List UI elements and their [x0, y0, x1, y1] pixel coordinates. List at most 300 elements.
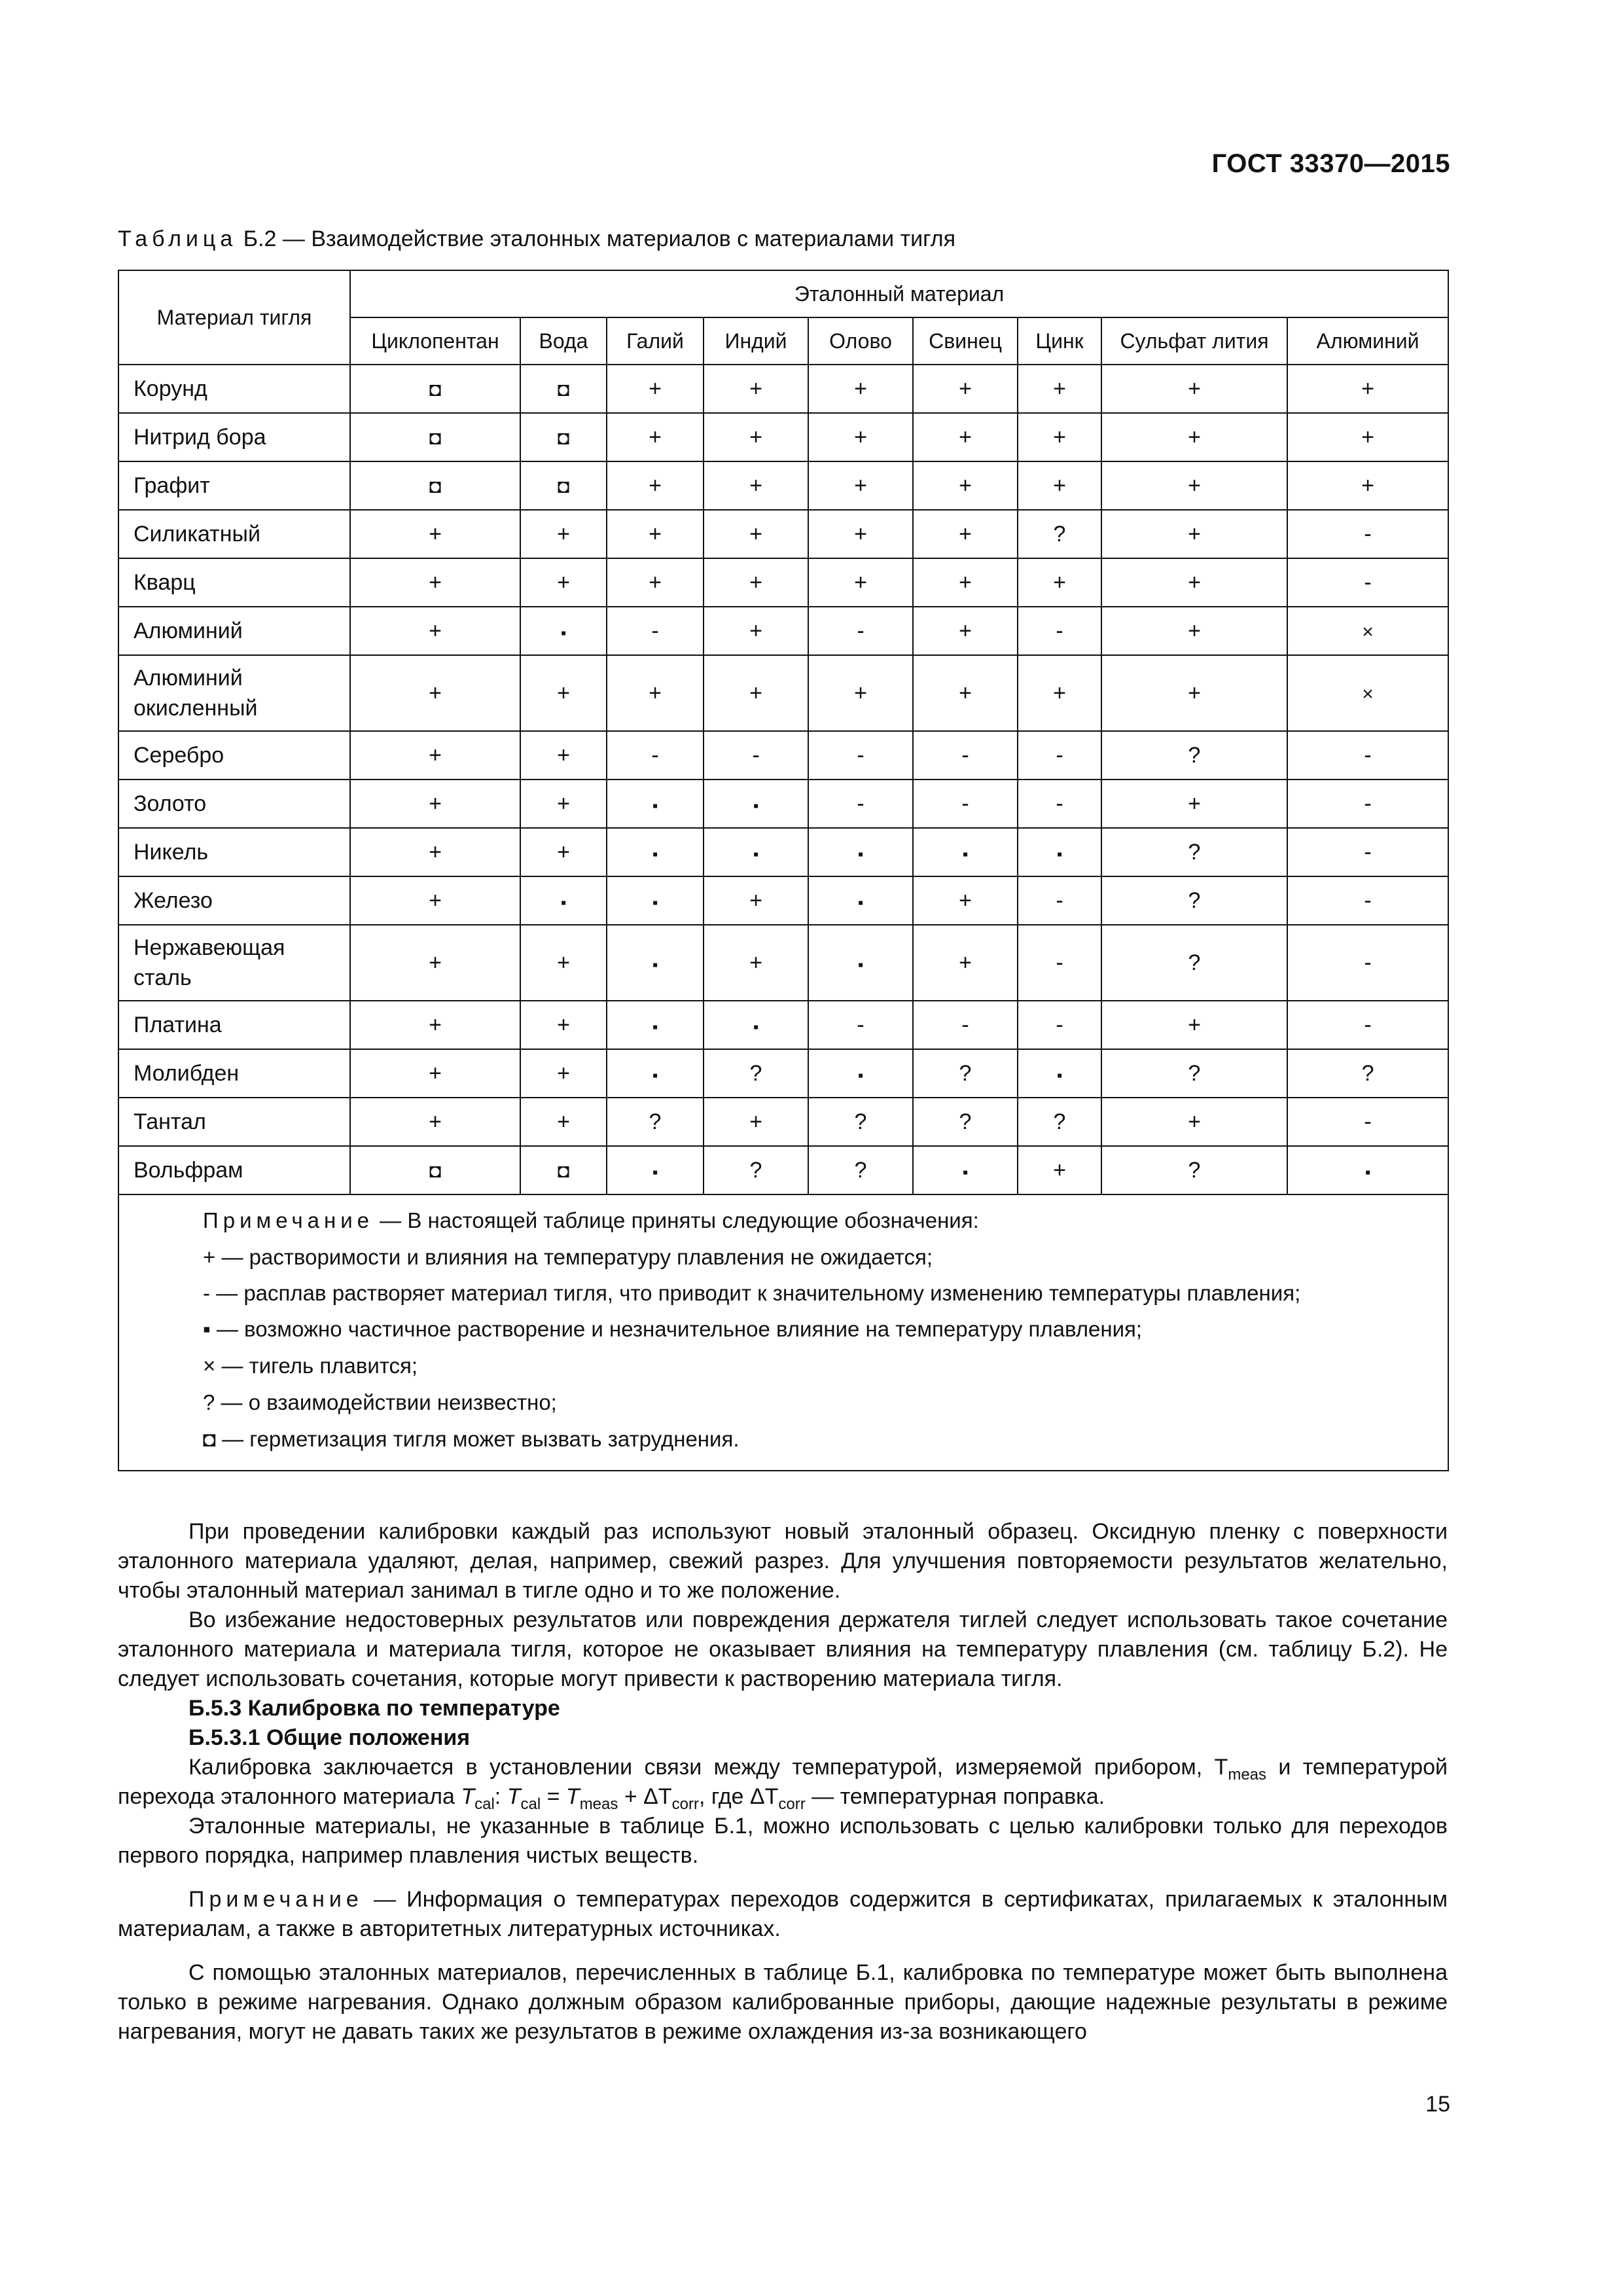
interaction-cell [1101, 413, 1287, 461]
interaction-symbol: ? [959, 1109, 972, 1134]
note-word: Примечание [203, 1208, 374, 1232]
interaction-cell [1101, 558, 1287, 607]
table-caption-text: Б.2 — Взаимодействие эталонных материалов с материалами тигля [243, 226, 956, 251]
paragraph-combination: Во избежание недостоверных результатов или повреждения держателя тиглей следует использовать такое сочетание эталонного материала и материала тигля, которое не оказывает влияния на температуру плавления (см. таблицу Б.2). Не следует использовать сочетания, которые могут привести к растворению материала тигля. [118, 1607, 1448, 1691]
interaction-symbol: + [557, 521, 570, 547]
table-row [118, 558, 1448, 607]
interaction-symbol: + [959, 888, 972, 913]
interaction-cell [808, 655, 913, 731]
crucible-material-cell: Серебро [118, 731, 350, 780]
interaction-cell [913, 655, 1018, 731]
interaction-cell [607, 1001, 704, 1049]
table-row [118, 828, 1448, 876]
interaction-cell [1018, 1001, 1101, 1049]
legend-plus: + — растворимости и влияния на температуру плавления не ожидается; [203, 1245, 933, 1269]
interaction-symbol: ▪ [962, 1163, 969, 1181]
interaction-cell [704, 1146, 808, 1194]
interaction-cell [1018, 655, 1101, 731]
interaction-cell [704, 731, 808, 780]
interaction-cell [350, 461, 520, 510]
interaction-cell [913, 828, 1018, 876]
interaction-cell [1101, 1098, 1287, 1146]
interaction-cell [350, 876, 520, 925]
interaction-cell [1018, 1146, 1101, 1194]
interaction-symbol: + [429, 1109, 442, 1134]
interaction-symbol: - [1364, 521, 1372, 547]
interaction-table [118, 270, 1449, 1471]
interaction-symbol: + [749, 888, 762, 913]
interaction-symbol: - [1056, 742, 1063, 768]
interaction-cell [1018, 558, 1101, 607]
interaction-symbol: ▪ [753, 797, 759, 815]
interaction-symbol: + [1053, 424, 1066, 450]
interaction-cell [1287, 925, 1448, 1001]
interaction-symbol: ▪ [560, 893, 567, 912]
interaction-cell [913, 1049, 1018, 1098]
interaction-cell [1287, 1049, 1448, 1098]
interaction-cell [1101, 607, 1287, 655]
interaction-symbol: + [429, 569, 442, 595]
interaction-symbol: ▪ [652, 1018, 658, 1036]
interaction-symbol: + [749, 569, 762, 595]
interaction-cell [607, 876, 704, 925]
table-row [118, 780, 1448, 828]
interaction-symbol: - [1056, 950, 1063, 975]
interaction-cell [704, 876, 808, 925]
interaction-symbol: ? [1188, 839, 1201, 865]
interaction-symbol: + [429, 839, 442, 865]
interaction-symbol: ◘ [557, 475, 570, 497]
interaction-symbol: + [557, 1060, 570, 1086]
interaction-cell [1018, 925, 1101, 1001]
crucible-material-cell: Алюминий окисленный [118, 655, 350, 731]
interaction-cell [913, 607, 1018, 655]
interaction-symbol: ▪ [962, 845, 969, 863]
paragraph-heating-mode: С помощью эталонных материалов, перечисленных в таблице Б.1, калибровка по температуре может быть выполнена только в режиме нагревания. Однако должным образом калиброванные приборы, дающие надежные результаты в режиме нагревания, могут не давать таких же результатов в режиме охлаждения из-за возникающего [118, 1960, 1448, 2044]
interaction-cell [913, 413, 1018, 461]
interaction-cell [350, 558, 520, 607]
interaction-symbol: ◘ [429, 475, 442, 497]
interaction-cell [808, 607, 913, 655]
interaction-symbol: + [429, 521, 442, 547]
interaction-cell [1287, 876, 1448, 925]
interaction-cell [520, 731, 607, 780]
interaction-symbol: - [857, 791, 865, 816]
interaction-cell [808, 1146, 913, 1194]
interaction-cell [607, 731, 704, 780]
interaction-symbol: + [557, 1109, 570, 1134]
interaction-symbol: - [857, 1012, 865, 1037]
interaction-symbol: + [959, 473, 972, 498]
legend-minus: - — расплав растворяет материал тигля, что приводит к значительному изменению температуры плавления; [203, 1281, 1301, 1305]
interaction-cell [704, 461, 808, 510]
interaction-symbol: - [752, 742, 760, 768]
interaction-cell [607, 413, 704, 461]
interaction-cell [913, 365, 1018, 413]
interaction-cell [1018, 365, 1101, 413]
interaction-symbol: ◘ [557, 378, 570, 401]
interaction-cell [913, 510, 1018, 558]
interaction-cell [607, 510, 704, 558]
interaction-cell [350, 1001, 520, 1049]
interaction-cell [1287, 510, 1448, 558]
interaction-cell [1101, 510, 1287, 558]
table-caption-word: Таблица [118, 226, 238, 251]
interaction-cell [913, 1098, 1018, 1146]
table-row [118, 365, 1448, 413]
interaction-symbol: + [1188, 680, 1201, 706]
interaction-symbol: ▪ [753, 845, 759, 863]
interaction-cell [350, 607, 520, 655]
legend-seal: ◘ — герметизация тигля может вызвать затруднения. [203, 1427, 740, 1451]
interaction-symbol: ▪ [753, 1018, 759, 1036]
column-header: Сульфат лития [1101, 317, 1287, 365]
interaction-cell [520, 558, 607, 607]
interaction-symbol: - [1364, 569, 1372, 595]
interaction-symbol: + [429, 950, 442, 975]
interaction-cell [1287, 828, 1448, 876]
interaction-cell [607, 461, 704, 510]
interaction-cell [1101, 828, 1287, 876]
interaction-symbol: ◘ [429, 1160, 442, 1182]
page-number: 15 [1425, 2092, 1450, 2117]
interaction-symbol: + [749, 424, 762, 450]
interaction-symbol: + [749, 376, 762, 401]
interaction-symbol: ◘ [429, 427, 442, 449]
interaction-symbol: + [1188, 618, 1201, 643]
interaction-cell [1101, 876, 1287, 925]
interaction-symbol: + [429, 888, 442, 913]
interaction-symbol: + [749, 950, 762, 975]
crucible-material-cell: Золото [118, 780, 350, 828]
interaction-cell [1101, 1146, 1287, 1194]
column-header: Алюминий [1287, 317, 1448, 365]
interaction-cell [913, 461, 1018, 510]
interaction-cell [520, 1049, 607, 1098]
interaction-symbol: ▪ [560, 624, 567, 642]
interaction-symbol: - [1056, 618, 1063, 643]
interaction-symbol: + [557, 569, 570, 595]
interaction-symbol: + [749, 1109, 762, 1134]
interaction-symbol: + [854, 521, 867, 547]
interaction-symbol: + [557, 791, 570, 816]
interaction-symbol: + [749, 618, 762, 643]
interaction-symbol: + [959, 680, 972, 706]
interaction-cell [520, 510, 607, 558]
interaction-symbol: + [1053, 569, 1066, 595]
interaction-cell [704, 607, 808, 655]
interaction-symbol: ? [854, 1109, 867, 1134]
interaction-symbol: + [854, 424, 867, 450]
interaction-symbol: ? [749, 1157, 762, 1183]
interaction-symbol: + [429, 742, 442, 768]
table-row [118, 876, 1448, 925]
interaction-symbol: + [1361, 473, 1374, 498]
interaction-symbol: - [857, 742, 865, 768]
interaction-symbol: ? [1053, 1109, 1066, 1134]
interaction-cell [1018, 461, 1101, 510]
interaction-symbol: + [649, 680, 662, 706]
column-header: Свинец [913, 317, 1018, 365]
interaction-symbol: + [429, 791, 442, 816]
interaction-symbol: + [749, 521, 762, 547]
interaction-cell [1287, 1146, 1448, 1194]
interaction-cell [520, 1146, 607, 1194]
interaction-cell [704, 925, 808, 1001]
interaction-cell [1018, 780, 1101, 828]
interaction-cell [913, 731, 1018, 780]
interaction-cell [1101, 461, 1287, 510]
crucible-material-cell: Тантал [118, 1098, 350, 1146]
interaction-symbol: + [1053, 376, 1066, 401]
interaction-symbol: + [749, 473, 762, 498]
interaction-cell [1018, 731, 1101, 780]
interaction-symbol: × [1362, 683, 1374, 705]
interaction-cell [1018, 607, 1101, 655]
table-row [118, 1001, 1448, 1049]
interaction-cell [704, 655, 808, 731]
crucible-material-cell: Вольфрам [118, 1146, 350, 1194]
interaction-cell [704, 780, 808, 828]
interaction-cell [520, 876, 607, 925]
legend-cross: × — тигель плавится; [203, 1354, 418, 1378]
interaction-cell [1101, 655, 1287, 731]
interaction-cell [607, 1146, 704, 1194]
table-caption [118, 226, 955, 252]
interaction-symbol: ? [749, 1060, 762, 1086]
interaction-symbol: + [1053, 680, 1066, 706]
interaction-symbol: + [749, 680, 762, 706]
interaction-symbol: + [557, 1012, 570, 1037]
interaction-cell [607, 607, 704, 655]
interaction-cell [1018, 1049, 1101, 1098]
interaction-symbol: ? [959, 1060, 972, 1086]
interaction-symbol: ◘ [557, 1160, 570, 1182]
interaction-cell [350, 731, 520, 780]
interaction-symbol: - [857, 618, 865, 643]
header-reference-material: Эталонный материал [350, 270, 1448, 317]
interaction-symbol: + [1053, 1157, 1066, 1183]
interaction-symbol: + [557, 680, 570, 706]
interaction-cell [520, 828, 607, 876]
interaction-cell [808, 780, 913, 828]
column-header: Циклопентан [350, 317, 520, 365]
column-header: Олово [808, 317, 913, 365]
interaction-symbol: + [854, 569, 867, 595]
interaction-symbol: + [1361, 424, 1374, 450]
interaction-symbol: + [959, 521, 972, 547]
interaction-cell [808, 1049, 913, 1098]
interaction-symbol: - [1364, 1012, 1372, 1037]
interaction-symbol: + [1188, 569, 1201, 595]
legend-question: ? — о взаимодействии неизвестно; [203, 1390, 557, 1414]
interaction-cell [704, 365, 808, 413]
table-row [118, 655, 1448, 731]
interaction-symbol: - [961, 742, 969, 768]
interaction-cell [1018, 413, 1101, 461]
crucible-material-cell: Кварц [118, 558, 350, 607]
legend-square: ▪ — возможно частичное растворение и незначительное влияние на температуру плавления; [203, 1317, 1143, 1341]
interaction-symbol: - [1056, 1012, 1063, 1037]
interaction-cell [1287, 1098, 1448, 1146]
interaction-symbol: ? [649, 1109, 662, 1134]
interaction-symbol: + [557, 839, 570, 865]
column-header: Индий [704, 317, 808, 365]
interaction-cell [913, 1001, 1018, 1049]
interaction-symbol: ▪ [1056, 845, 1063, 863]
interaction-cell [1287, 365, 1448, 413]
interaction-symbol: ▪ [857, 893, 864, 912]
interaction-symbol: - [1364, 950, 1372, 975]
interaction-cell [913, 558, 1018, 607]
interaction-cell [607, 780, 704, 828]
interaction-cell [607, 1098, 704, 1146]
interaction-cell [808, 828, 913, 876]
section-heading-b531: Б.5.3.1 Общие положения [188, 1725, 471, 1750]
interaction-cell [808, 558, 913, 607]
interaction-symbol: ▪ [652, 1163, 658, 1181]
interaction-symbol: + [557, 950, 570, 975]
crucible-material-cell: Силикатный [118, 510, 350, 558]
interaction-cell [1101, 780, 1287, 828]
interaction-cell [607, 1049, 704, 1098]
interaction-symbol: + [1053, 473, 1066, 498]
table-note [118, 1194, 1448, 1471]
header-crucible-material: Материал тигля [118, 270, 350, 365]
interaction-cell [808, 1001, 913, 1049]
interaction-symbol: + [854, 680, 867, 706]
body-text [118, 1517, 1448, 2047]
interaction-cell [808, 876, 913, 925]
interaction-cell [520, 413, 607, 461]
interaction-cell [520, 925, 607, 1001]
interaction-symbol: - [961, 791, 969, 816]
interaction-cell [808, 365, 913, 413]
interaction-symbol: - [1364, 888, 1372, 913]
interaction-cell [1101, 1049, 1287, 1098]
interaction-cell [350, 655, 520, 731]
table-row [118, 510, 1448, 558]
interaction-cell [1287, 655, 1448, 731]
interaction-symbol: - [1364, 791, 1372, 816]
column-header: Галий [607, 317, 704, 365]
interaction-symbol: + [959, 424, 972, 450]
interaction-symbol: ▪ [652, 956, 658, 974]
interaction-symbol: + [959, 618, 972, 643]
interaction-symbol: ▪ [857, 845, 864, 863]
interaction-cell [808, 1098, 913, 1146]
interaction-symbol: - [1364, 742, 1372, 768]
interaction-cell [607, 655, 704, 731]
interaction-cell [350, 413, 520, 461]
interaction-cell [1101, 1001, 1287, 1049]
interaction-symbol: + [649, 424, 662, 450]
crucible-material-cell: Нержавеющая сталь [118, 925, 350, 1001]
interaction-cell [1018, 876, 1101, 925]
crucible-material-cell: Железо [118, 876, 350, 925]
interaction-symbol: ▪ [1056, 1066, 1063, 1085]
interaction-symbol: ? [854, 1157, 867, 1183]
interaction-symbol: ▪ [652, 1066, 658, 1085]
interaction-symbol: ? [1361, 1060, 1374, 1086]
interaction-symbol: + [1188, 376, 1201, 401]
interaction-cell [350, 510, 520, 558]
interaction-symbol: + [429, 618, 442, 643]
interaction-cell [1287, 607, 1448, 655]
section-heading-b53: Б.5.3 Калибровка по температуре [188, 1696, 560, 1721]
interaction-cell [913, 1146, 1018, 1194]
paragraph-other-materials: Эталонные материалы, не указанные в таблице Б.1, можно использовать с целью калибровки только для переходов первого порядка, например плавления чистых веществ. [118, 1814, 1448, 1868]
interaction-symbol: + [1188, 1109, 1201, 1134]
document-code: ГОСТ 33370—2015 [1211, 149, 1450, 178]
table-row [118, 607, 1448, 655]
interaction-symbol: - [651, 742, 659, 768]
interaction-cell [350, 925, 520, 1001]
column-header: Цинк [1018, 317, 1101, 365]
interaction-symbol: × [1362, 620, 1374, 643]
interaction-symbol: + [649, 521, 662, 547]
table-row [118, 1146, 1448, 1194]
interaction-symbol: ? [1188, 1157, 1201, 1183]
interaction-cell [1287, 413, 1448, 461]
interaction-symbol: + [649, 569, 662, 595]
interaction-cell [1018, 828, 1101, 876]
interaction-cell [704, 1049, 808, 1098]
interaction-symbol: + [854, 376, 867, 401]
interaction-cell [520, 461, 607, 510]
interaction-cell [913, 780, 1018, 828]
interaction-cell [520, 780, 607, 828]
interaction-cell [808, 461, 913, 510]
interaction-cell [808, 413, 913, 461]
interaction-cell [1101, 365, 1287, 413]
interaction-symbol: + [854, 473, 867, 498]
crucible-material-cell: Платина [118, 1001, 350, 1049]
crucible-material-cell: Корунд [118, 365, 350, 413]
paragraph-calibration-formula: Калибровка заключается в установлении связи между температурой, измеряемой прибором, $T_{meas}$ и температурой перехода эталонного материала $T_{cal}$: $T_{cal} = T_{meas} + \Delta T_{corr}$, где $\Delta T_{corr}$ — температурная поправка. [118, 1755, 1448, 1813]
interaction-symbol: ▪ [1364, 1163, 1371, 1181]
interaction-symbol: - [961, 1012, 969, 1037]
interaction-symbol: ? [1188, 888, 1201, 913]
interaction-cell [1018, 1098, 1101, 1146]
interaction-cell [704, 510, 808, 558]
interaction-cell [704, 828, 808, 876]
interaction-symbol: ▪ [857, 1066, 864, 1085]
interaction-cell [1287, 780, 1448, 828]
interaction-symbol: + [1188, 473, 1201, 498]
interaction-cell [1287, 731, 1448, 780]
interaction-symbol: ? [1053, 521, 1066, 547]
interaction-symbol: + [1188, 521, 1201, 547]
interaction-symbol: ? [1188, 742, 1201, 768]
interaction-symbol: + [649, 376, 662, 401]
interaction-symbol: ▪ [652, 797, 658, 815]
interaction-symbol: + [429, 680, 442, 706]
interaction-symbol: ▪ [652, 893, 658, 912]
interaction-cell [607, 558, 704, 607]
crucible-material-cell: Никель [118, 828, 350, 876]
interaction-symbol: + [1188, 791, 1201, 816]
interaction-cell [913, 876, 1018, 925]
interaction-cell [520, 365, 607, 413]
interaction-symbol: - [651, 618, 659, 643]
interaction-cell [350, 1146, 520, 1194]
interaction-cell [607, 828, 704, 876]
interaction-cell [913, 925, 1018, 1001]
interaction-cell [704, 413, 808, 461]
interaction-cell [704, 558, 808, 607]
interaction-symbol: ◘ [557, 427, 570, 449]
